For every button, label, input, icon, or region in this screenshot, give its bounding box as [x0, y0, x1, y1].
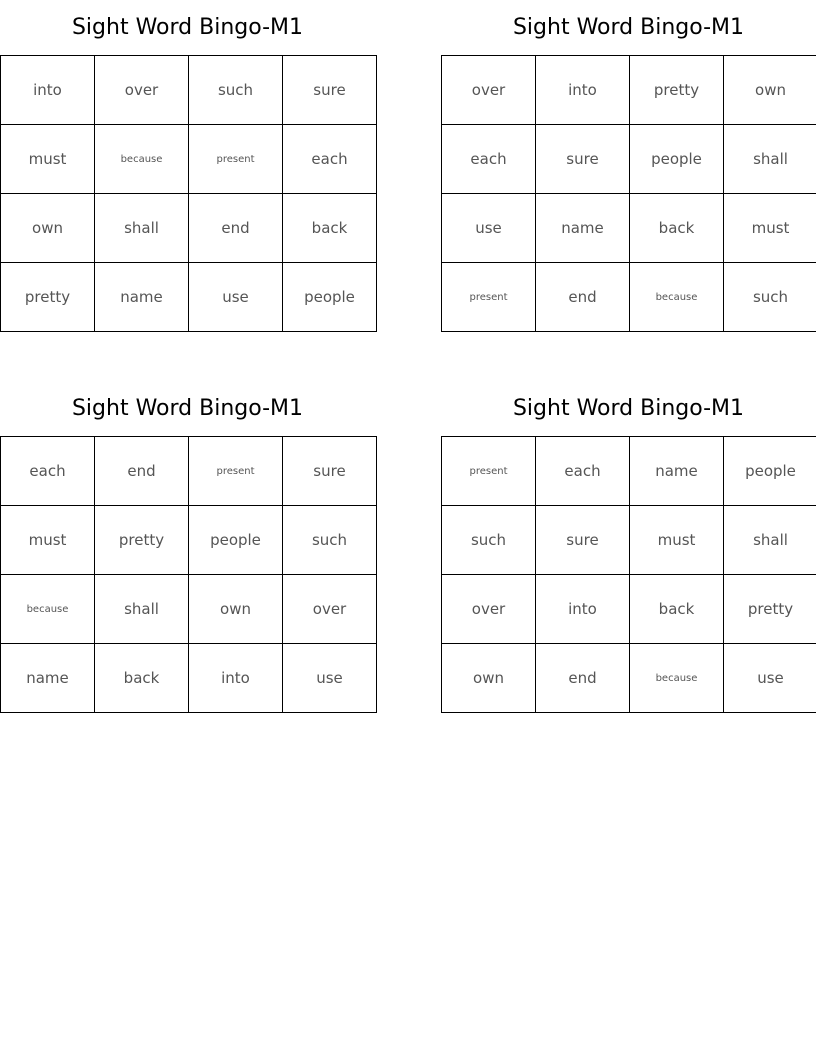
word-cell: over	[95, 56, 189, 125]
word-cell: name	[1, 644, 95, 713]
grid-row	[442, 56, 816, 125]
grid-row	[442, 575, 816, 644]
word-cell: back	[283, 194, 377, 263]
word-cell: own	[442, 644, 536, 713]
word-cell: present	[189, 437, 283, 506]
word-cell: sure	[283, 56, 377, 125]
word-cell: present	[189, 125, 283, 194]
word-cell: shall	[724, 125, 816, 194]
word-cell: end	[189, 194, 283, 263]
word-cell: own	[724, 56, 816, 125]
word-cell: sure	[536, 125, 630, 194]
card-title: Sight Word Bingo-M1	[512, 396, 745, 421]
word-cell: shall	[95, 575, 189, 644]
word-cell: use	[283, 644, 377, 713]
word-cell: each	[442, 125, 536, 194]
grid-row	[1, 125, 377, 194]
word-cell: present	[442, 263, 536, 332]
word-cell: shall	[724, 506, 816, 575]
word-cell: own	[1, 194, 95, 263]
word-cell: because	[630, 644, 724, 713]
word-cell: use	[724, 644, 816, 713]
word-cell: pretty	[95, 506, 189, 575]
word-cell: people	[724, 437, 816, 506]
word-cell: because	[1, 575, 95, 644]
grid-row	[442, 125, 816, 194]
word-cell: sure	[283, 437, 377, 506]
word-cell: into	[189, 644, 283, 713]
word-cell: because	[630, 263, 724, 332]
word-cell: each	[1, 437, 95, 506]
bingo-card-4	[441, 381, 816, 713]
word-cell: back	[95, 644, 189, 713]
word-cell: own	[189, 575, 283, 644]
word-cell: pretty	[724, 575, 816, 644]
word-cell: such	[724, 263, 816, 332]
bingo-grid	[0, 436, 377, 713]
word-cell: people	[630, 125, 724, 194]
word-cell: end	[536, 644, 630, 713]
word-cell: shall	[95, 194, 189, 263]
card-title: Sight Word Bingo-M1	[71, 396, 304, 421]
word-cell: present	[442, 437, 536, 506]
word-cell: people	[283, 263, 377, 332]
word-cell: back	[630, 194, 724, 263]
grid-row	[442, 263, 816, 332]
word-cell: because	[95, 125, 189, 194]
word-cell: into	[1, 56, 95, 125]
card-title: Sight Word Bingo-M1	[512, 15, 745, 40]
word-cell: over	[442, 575, 536, 644]
card-title: Sight Word Bingo-M1	[71, 15, 304, 40]
word-cell: name	[536, 194, 630, 263]
grid-row	[442, 644, 816, 713]
word-cell: such	[189, 56, 283, 125]
word-cell: such	[442, 506, 536, 575]
grid-row	[1, 644, 377, 713]
word-cell: each	[283, 125, 377, 194]
word-cell: pretty	[630, 56, 724, 125]
grid-row	[442, 437, 816, 506]
word-cell: each	[536, 437, 630, 506]
word-cell: over	[442, 56, 536, 125]
word-cell: over	[283, 575, 377, 644]
word-cell: pretty	[1, 263, 95, 332]
word-cell: back	[630, 575, 724, 644]
bingo-card-1	[0, 0, 375, 332]
grid-row	[442, 194, 816, 263]
grid-row	[1, 194, 377, 263]
word-cell: name	[630, 437, 724, 506]
word-cell: into	[536, 575, 630, 644]
word-cell: use	[189, 263, 283, 332]
bingo-card-3	[0, 381, 375, 713]
bingo-grid	[0, 55, 377, 332]
grid-row	[1, 56, 377, 125]
word-cell: such	[283, 506, 377, 575]
word-cell: name	[95, 263, 189, 332]
grid-row	[1, 263, 377, 332]
grid-row	[442, 506, 816, 575]
grid-row	[1, 506, 377, 575]
word-cell: into	[536, 56, 630, 125]
word-cell: sure	[536, 506, 630, 575]
grid-row	[1, 437, 377, 506]
bingo-grid	[441, 55, 816, 332]
word-cell: end	[536, 263, 630, 332]
word-cell: people	[189, 506, 283, 575]
word-cell: must	[1, 506, 95, 575]
bingo-grid	[441, 436, 816, 713]
word-cell: use	[442, 194, 536, 263]
word-cell: must	[630, 506, 724, 575]
grid-row	[1, 575, 377, 644]
word-cell: must	[1, 125, 95, 194]
word-cell: end	[95, 437, 189, 506]
word-cell: must	[724, 194, 816, 263]
bingo-card-2	[441, 0, 816, 332]
